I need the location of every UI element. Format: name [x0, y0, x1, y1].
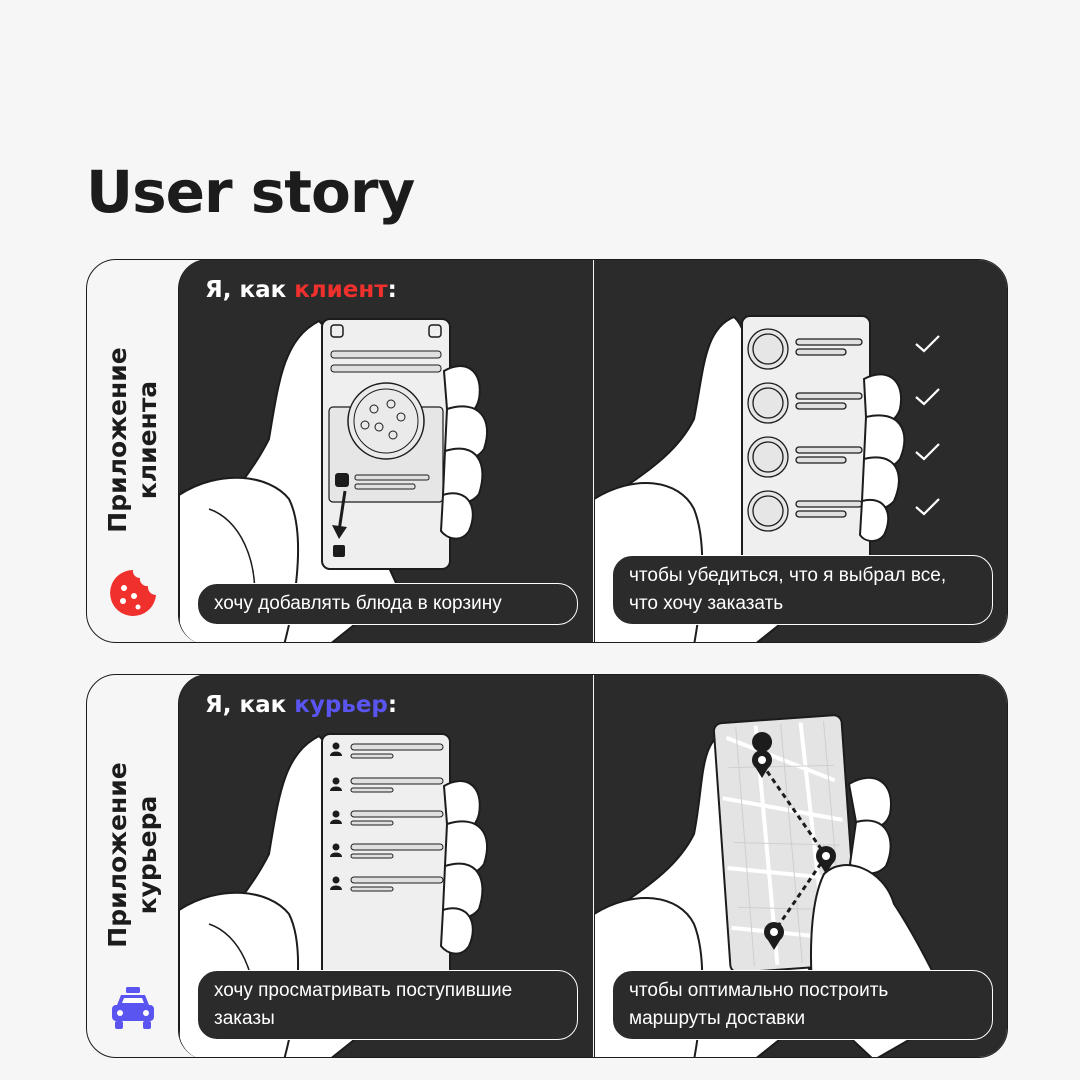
courier-want-bubble: хочу просматривать поступившие заказы [197, 970, 578, 1040]
client-goal-bubble: чтобы убедиться, что я выбрал все, что хочу заказать [612, 555, 993, 625]
client-app-sidebar [87, 260, 179, 642]
client-app-label: Приложение клиента [103, 347, 162, 533]
client-want-bubble: хочу добавлять блюда в корзину [197, 583, 578, 625]
client-want-panel [178, 259, 595, 643]
checkmark-icons [916, 336, 939, 514]
checkmark-icon [916, 499, 939, 514]
checkmark-icon [916, 444, 939, 459]
client-heading: Я, как клиент: [205, 277, 397, 303]
taxi-car-icon [108, 983, 158, 1033]
courier-role: курьер [294, 692, 388, 718]
courier-story-card [86, 674, 1008, 1058]
client-role: клиент [294, 277, 388, 303]
cookie-icon [108, 568, 158, 618]
courier-app-label: Приложение курьера [103, 762, 162, 948]
page-title: User story [86, 158, 415, 226]
checkmark-icon [916, 336, 939, 351]
courier-want-panel [178, 674, 595, 1058]
courier-goal-bubble: чтобы оптимально построить маршруты доставки [612, 970, 993, 1040]
checkmark-icon [916, 389, 939, 404]
courier-goal-panel [593, 674, 1008, 1058]
client-goal-panel [593, 259, 1008, 643]
client-story-card [86, 259, 1008, 643]
courier-app-sidebar [87, 675, 179, 1057]
courier-heading: Я, как курьер: [205, 692, 398, 718]
